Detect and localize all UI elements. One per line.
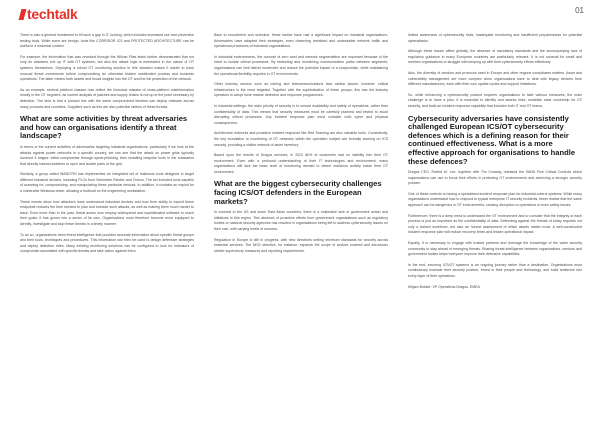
article-columns xyxy=(20,33,582,418)
paragraph: There is also a general investment to fill such a gap in IT, looking, which includes increased use and preventive testing tools. While some are benign, tools like CORRIDOR ICS and PROTECTED ARCHITECTURE can be useful in a historical context. xyxy=(20,33,194,49)
column-2 xyxy=(214,33,388,418)
column-3 xyxy=(408,33,582,418)
paragraph: Based upon the results of Dragos services, in 2022 80% of customers had no visibility into their OT environment. Even with a profound understanding of their IT technologies and environment, many organisations still lack the basic level of monitoring needed to detect malicious activity inside their OT environment. xyxy=(214,153,388,174)
paragraph: Architecture networks and proactive incident response like Red Teaming are also valuable tools. Consistently, the key foundation to monitoring of OT networks within the operation subject are formally working on ICS security, providing a visible network of asset inventory. xyxy=(214,131,388,147)
paragraph: In the end, securing ICS/OT systems is an ongoing journey rather than a destination. Organisations must continuously evaluate their security posture, invest in their people and technology, and build resilience into every layer of their operations. xyxy=(408,262,582,278)
section-heading: What are some activities by threat adversaries and how can organisations identify a threat landscape? xyxy=(20,114,188,141)
paragraph: Dragos CEO, Robert M. Lee, together with Tim Conway, released the SANS Five Critical Controls which organisations can use to focus their efforts in protecting OT environments and achieving a stronger security posture. xyxy=(408,170,582,186)
section-heading: Cybersecurity adversaries have consistently challenged European ICS/OT cybersecurity defences which is a defining reason for their continued effectiveness. What is a more effective approach for organisations to handle these defences? xyxy=(408,113,576,166)
column-1 xyxy=(20,33,194,418)
page-number: 01 xyxy=(575,6,584,15)
paragraph: One of these controls is having a specialised incident response plan for industrial control systems. While many organisations understand how to respond to typical enterprise IT security incidents, fewer realise that the same approach can be dangerous in OT environments, causing disruption to operations or even safety issues. xyxy=(408,191,582,208)
paragraph: Also, the diversity of vendors and protocols used in Europe and other regions complicates matters. Asset and vulnerability management are more complex when organisations have to deal with legacy devices from different manufacturers, each with their own update cycles and support limitations. xyxy=(408,70,582,87)
paragraph: limited awareness of cybersecurity risks, inadequate monitoring and insufficient preparedness for potential cyberattacks. xyxy=(408,33,582,43)
paragraph: In terms of the current activities of adversaries targeting industrial organisations, particularly if we look at the attacks against power networks in a specific country, we can see that the attack on power grids typically involved 3 stages: initial compromise through spear-phishing, then installing bespoke tools in the substation that directly instruct switches to open and isolate parts of the grid. xyxy=(20,144,194,166)
paragraph: For example, the information that was revealed through the Wilcan Files leaks further demonstrated that not only do attackers mix up IT with OT systems, but also the attack logic is embedded in the nature of OT systems themselves. Deploying a robust OT monitoring solution in this situation makes it easier to track unusual threat movements before compromising an otherwise hidden unattended process and business operations. The latter means both assets and broad insights into the OT and the full protection of the network. xyxy=(20,54,194,82)
paragraph: Similarly, a group called WANOTRI has implemented an integrated set of malicious tools designed to target different industrial devices, including PLCs from Schneider Electric and Omron. The set included tools capable of scanning for, compromising, and manipulating these particular devices. In addition, it contains an exploit for a vulnerable Windows driver, allowing a foothold on the engineering workstation. xyxy=(20,172,194,194)
paragraph: So, while enhancing a cybersecurity posture requires organisations to take various measures, the main challenge is to have a plan. It is essential to identify and assess risks, establish clear ownership for OT security, and build an incident response capability that includes both IT and OT teams. xyxy=(408,92,582,108)
author-signature: Mirjam Bokker, VP Operations Dragos, EMEA xyxy=(408,284,480,289)
paragraph: Equally, it is necessary to engage with trusted partners and leverage the knowledge of the wider security community to stay ahead of emerging threats. Sharing threat intelligence between organisations, vendors and government bodies helps everyone improve their defensive capabilities. xyxy=(408,241,582,257)
paragraph: Other industry sectors such as mining and telecommunications face similar issues; however, critical infrastructure is the most targeted. Together with the sophistication of these groups, this has led industry operators to adopt more mature detection and response programmes. xyxy=(214,82,388,98)
logo-text: techtalk xyxy=(27,6,78,22)
paragraph: In industrial environments, the concept of zero trust and network segmentation are important because of the need to isolate critical processes. By restricting and monitoring communication paths between segments, organisations can limit lateral movement and reduce the potential impact of a compromise, while maintaining the operational flexibility required in OT environments. xyxy=(214,54,388,76)
paragraph: Back to recruitment and selection, these tactics have had a significant impact on industrial organisations. Adversaries have adapted their strategies, even observing restricted and undesirable network traffic and operational processes of industrial organisations. xyxy=(214,33,388,49)
logo-mark-icon xyxy=(19,9,27,20)
techtalk-logo xyxy=(20,6,78,22)
section-heading: What are the biggest cybersecurity challenges facing ICS/OT defenders in the European markets? xyxy=(214,179,382,206)
paragraph: In contrast to the US and some East Asian countries, there is a noticeable lack of government action and initiatives in this region. This absence of proactive efforts from government organisations such as regulatory bodies or national security agencies has resulted in organisations being left to address cybersecurity issues on their own, with varying levels of success. xyxy=(214,210,388,232)
paragraph: In industrial settings, the main priority of security is to ensure availability and safety of operations, rather than confidentiality of data. This means that security measures must be carefully planned and tested to avoid disrupting critical processes. Any incident response plan must consider both cyber and physical consequences. xyxy=(214,103,388,125)
paragraph: To do so, organisations need threat intelligence that provides accurate information about specific threat groups and their tools, techniques and procedures. This information can then be used to design defensive strategies and deploy detection rules. Many existing monitoring solutions can be configured to look for indicators of compromise associated with specific threats and take action against them. xyxy=(20,232,194,254)
paragraph: Regulation in Europe is still in progress, with new directives setting minimum standards for security across essential services. The NIS2 directive, for instance, expands the scope of sectors covered and introduces stricter supervisory measures and reporting requirements. xyxy=(214,237,388,253)
paragraph: Although these issues affect globally, the absence of mandatory standards and the accompanying lack of regulatory guidance in many European countries are particularly relevant. It is not unusual for small and medium organisations to struggle with keeping up with their cybersecurity efforts effectively. xyxy=(408,49,582,65)
paragraph: These events show how attackers have understood industrial devices and how their ability to exploit these endpoints reduces the time needed to plan and execute such attacks, as well as making them much harder to track. Even more than in the past, threat actors now employ widespread and sophisticated software to reach their goals: it has grown into a sector of its own. Organisations must therefore become more equipped to identify, investigate and stop these threats in a timely manner. xyxy=(20,199,194,227)
paragraph: As an example, several platform classes now reflect the historical mistake of cross-platform misinformation mostly in the OT segment, as current analysis of patches and supply chains is not up to the point necessary by detection. The idea is that a product line with the same compromised binaries can deploy malware across many products and countries. Suppliers such as this are also potential victims of these threats. xyxy=(20,87,194,109)
paragraph: Furthermore, there is a deep need to understand the OT environment and to consider that the integrity of each process is just as important as the confidentiality of data. Defending against the threats of today requires not only a trained workforce, but also an honest assessment of which assets matter most. A well-constructed incident response plan will reduce recovery times and lessen operational impact. xyxy=(408,213,582,235)
